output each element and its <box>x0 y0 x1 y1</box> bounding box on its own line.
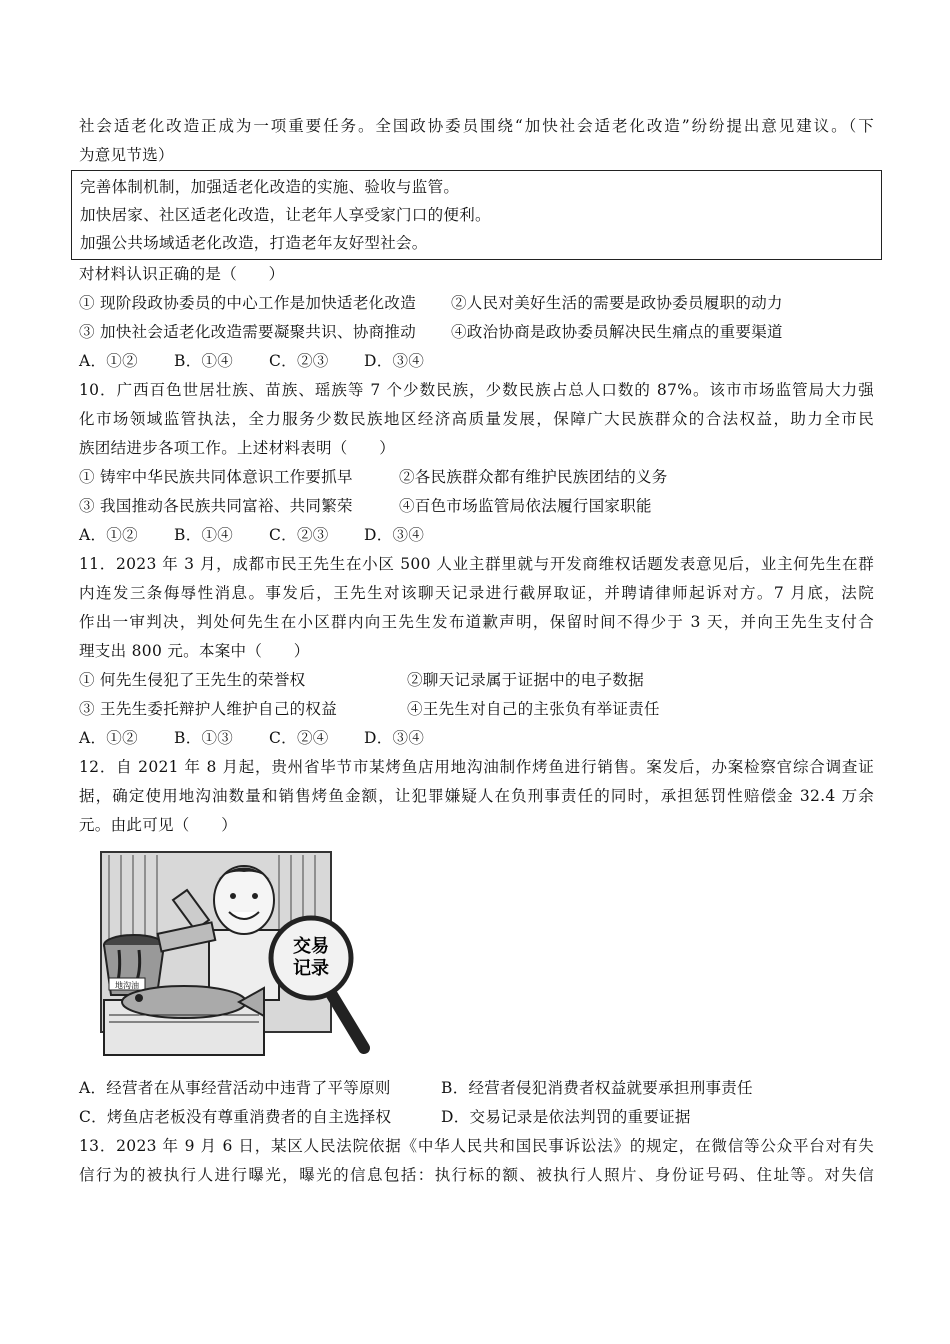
q9-option-a: A．①② <box>79 352 138 370</box>
q10-statements-row <box>79 492 874 521</box>
q11-options <box>79 724 874 753</box>
q13-line: 信行为的被执行人进行曝光，曝光的信息包括：执行标的额、被执行人照片、身份证号码、住址等。对失信 <box>79 1166 874 1184</box>
q9-statements-row <box>79 318 874 347</box>
q12-options-row <box>79 1074 874 1103</box>
q10-option-c: C．②③ <box>269 526 329 544</box>
q10-option-d: D．③④ <box>364 526 425 544</box>
q10-statement-2: ②各民族群众都有维护民族团结的义务 <box>399 468 668 486</box>
q11-line: 理支出 800 元。本案中（ ） <box>79 642 310 660</box>
material-line: 完善体制机制，加强适老化改造的实施、验收与监管。 <box>80 178 460 196</box>
q9-statement-3: ③ 加快社会适老化改造需要凝聚共识、协商推动 <box>79 323 417 341</box>
q11-option-c: C．②④ <box>269 729 329 747</box>
document-page <box>79 112 874 1190</box>
q12-option-a: A．经营者在从事经营活动中违背了平等原则 <box>79 1079 391 1097</box>
q10-options <box>79 521 874 550</box>
q10-statement-4: ④百色市场监管局依法履行国家职能 <box>399 497 652 515</box>
q9-option-c: C．②③ <box>269 352 329 370</box>
q10-option-a: A．①② <box>79 526 138 544</box>
q11-statements-row <box>79 695 874 724</box>
q10-statement-3: ③ 我国推动各民族共同富裕、共同繁荣 <box>79 497 353 515</box>
q12-line: 12．自 2021 年 8 月起，贵州省毕节市某烤鱼店用地沟油制作烤鱼进行销售。案发后，办案检察官综合调查证 <box>79 758 874 776</box>
q11-statement-3: ③ 王先生委托辩护人维护自己的权益 <box>79 700 338 718</box>
q9-statement-4: ④政治协商是政协委员解决民生痛点的重要渠道 <box>451 323 783 341</box>
q9-options <box>79 347 874 376</box>
q9-statements-row <box>79 289 874 318</box>
bucket-label: 地沟油 <box>115 981 139 990</box>
material-line: 加强公共场域适老化改造，打造老年友好型社会。 <box>80 234 428 252</box>
q12-option-d: D．交易记录是依法判罚的重要证据 <box>441 1108 691 1126</box>
q10-line: 化市场领域监管执法，全力服务少数民族地区经济高质量发展，保障广大民族群众的合法权益，助力全市民 <box>79 410 874 428</box>
material-box <box>71 170 882 260</box>
magnifier-text-1: 交易 <box>293 936 329 957</box>
q12-line: 据，确定使用地沟油数量和销售烤鱼金额，让犯罪嫌疑人在负刑事责任的同时，承担惩罚性赔偿金 32.4 万余 <box>79 787 874 805</box>
q11-line: 11．2023 年 3 月，成都市民王先生在小区 500 人业主群里就与开发商维权话题发表意见后，业主何先生在群 <box>79 555 874 573</box>
intro-line: 为意见节选） <box>79 146 174 164</box>
q11-line: 作出一审判决，判处何先生在小区群内向王先生发布道歉声明，保留时间不得少于 3 天，并向王先生支付合 <box>79 613 874 631</box>
q9-statement-1: ① 现阶段政协委员的中心工作是加快适老化改造 <box>79 294 417 312</box>
oil-bucket <box>104 935 164 995</box>
q12-options-row <box>79 1103 874 1132</box>
q12-cartoon-illustration <box>99 850 379 1060</box>
material-line: 加快居家、社区适老化改造，让老年人享受家门口的便利。 <box>80 206 491 224</box>
q12-option-c: C．烤鱼店老板没有尊重消费者的自主选择权 <box>79 1108 392 1126</box>
q12-option-b: B．经营者侵犯消费者权益就要承担刑事责任 <box>441 1079 753 1097</box>
q11-option-d: D．③④ <box>364 729 425 747</box>
q9-statement-2: ②人民对美好生活的需要是政协委员履职的动力 <box>451 294 783 312</box>
q11-option-b: B．①③ <box>174 729 234 747</box>
intro-line: 社会适老化改造正成为一项重要任务。全国政协委员围绕“加快社会适老化改造”纷纷提出意见建议。（下 <box>79 117 874 135</box>
q9-stem: 对材料认识正确的是（ ） <box>79 265 285 283</box>
cartoon-svg <box>99 850 379 1060</box>
q11-option-a: A．①② <box>79 729 138 747</box>
q11-statement-1: ① 何先生侵犯了王先生的荣誉权 <box>79 671 306 689</box>
q10-line: 10．广西百色世居壮族、苗族、瑶族等 7 个少数民族，少数民族占总人口数的 87%。该市市场监管局大力强 <box>79 381 874 399</box>
q10-statements-row <box>79 463 874 492</box>
q10-option-b: B．①④ <box>174 526 234 544</box>
q11-line: 内连发三条侮辱性消息。事发后，王先生对该聊天记录进行截屏取证，并聘请律师起诉对方。7 月底，法院 <box>79 584 874 602</box>
q9-option-d: D．③④ <box>364 352 425 370</box>
q10-line: 族团结进步各项工作。上述材料表明（ ） <box>79 439 396 457</box>
q11-statements-row <box>79 666 874 695</box>
q13-line: 13．2023 年 9 月 6 日，某区人民法院依据《中华人民共和国民事诉讼法》的规定，在微信等公众平台对有失 <box>79 1137 874 1155</box>
q11-statement-2: ②聊天记录属于证据中的电子数据 <box>407 671 645 689</box>
q9-option-b: B．①④ <box>174 352 234 370</box>
q11-statement-4: ④王先生对自己的主张负有举证责任 <box>407 700 660 718</box>
grill <box>104 986 264 1055</box>
q12-line: 元。由此可见（ ） <box>79 816 238 834</box>
q10-statement-1: ① 铸牢中华民族共同体意识工作要抓早 <box>79 468 353 486</box>
magnifier-text-2: 记录 <box>293 958 329 979</box>
